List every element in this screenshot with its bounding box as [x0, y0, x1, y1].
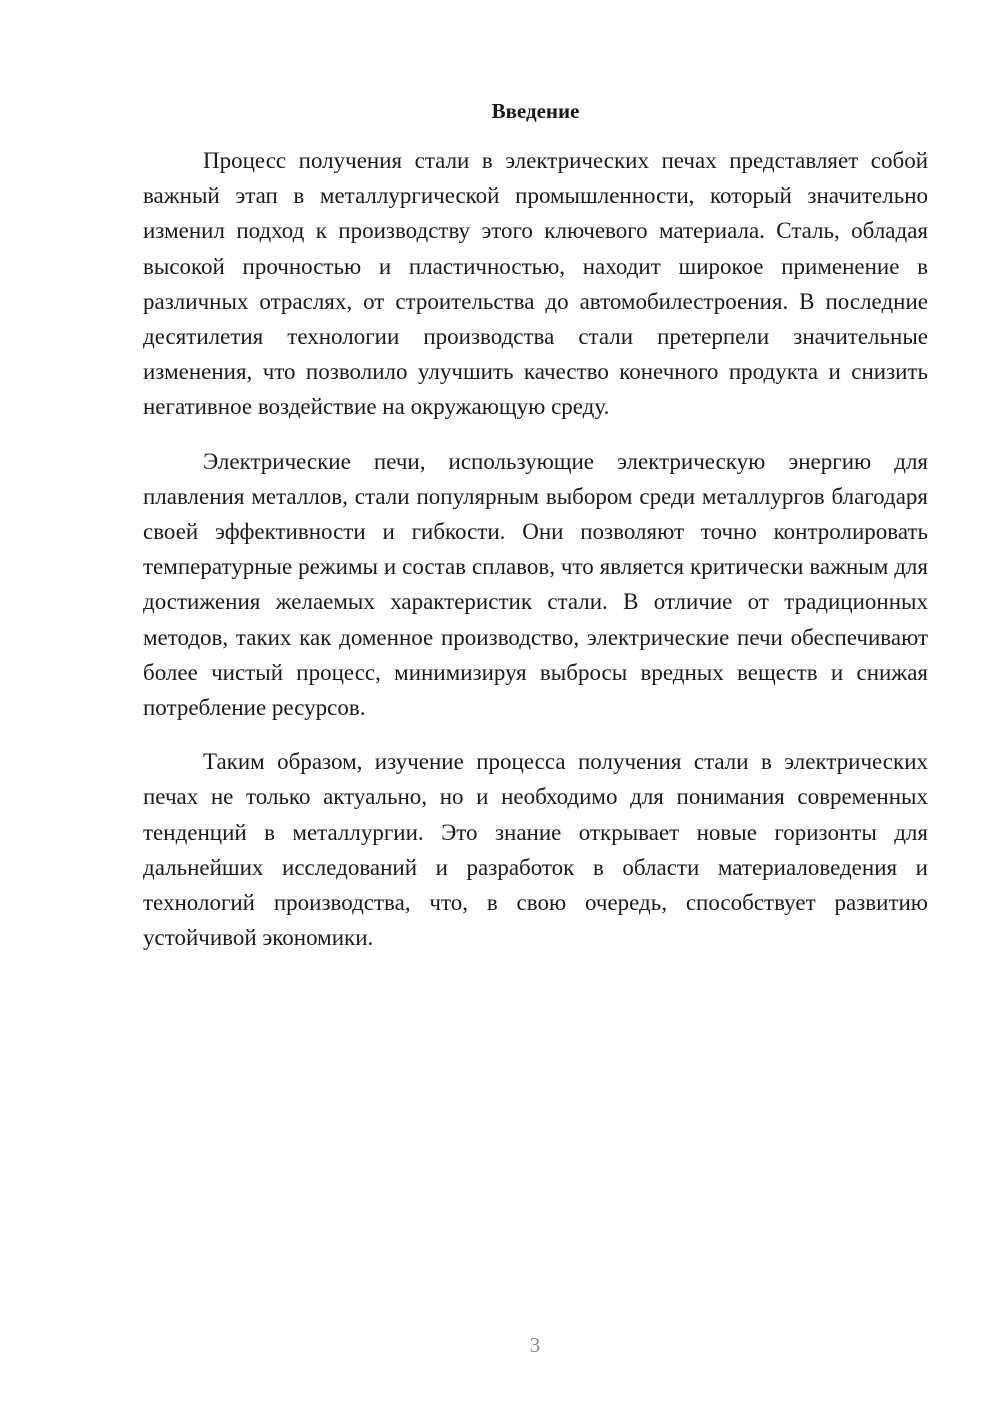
body-text — [143, 143, 928, 974]
paragraph-1: Процесс получения стали в электрических печах представляет собой важный этап в металлургической промышленности, который значительно изменил подход к производству этого ключевого материала. Сталь, обладая высокой прочностью и пластичностью, находит широкое применение в различных отраслях, от строительства до автомобилестроения. В последние десятилетия технологии производства стали претерпели значительные изменения, что позволило улучшить качество конечного продукта и снизить негативное воздействие на окружающую среду. — [143, 148, 928, 420]
page-number: 3 — [529, 1333, 541, 1357]
paragraph-3: Таким образом, изучение процесса получения стали в электрических печах не только актуально, но и необходимо для понимания современных тенденций в металлургии. Это знание открывает новые горизонты для дальнейших исследований и разработок в области материаловедения и технологий производства, что, в свою очередь, способствует развитию устойчивой экономики. — [143, 749, 928, 951]
paragraph-2: Электрические печи, использующие электрическую энергию для плавления металлов, стали популярным выбором среди металлургов благодаря своей эффективности и гибкости. Они позволяют точно контролировать температурные режимы и состав сплавов, что является критически важным для достижения желаемых характеристик стали. В отличие от традиционных методов, таких как доменное производство, электрические печи обеспечивают более чистый процесс, минимизируя выбросы вредных веществ и снижая потребление ресурсов. — [143, 448, 928, 721]
section-heading: Введение — [491, 99, 580, 123]
